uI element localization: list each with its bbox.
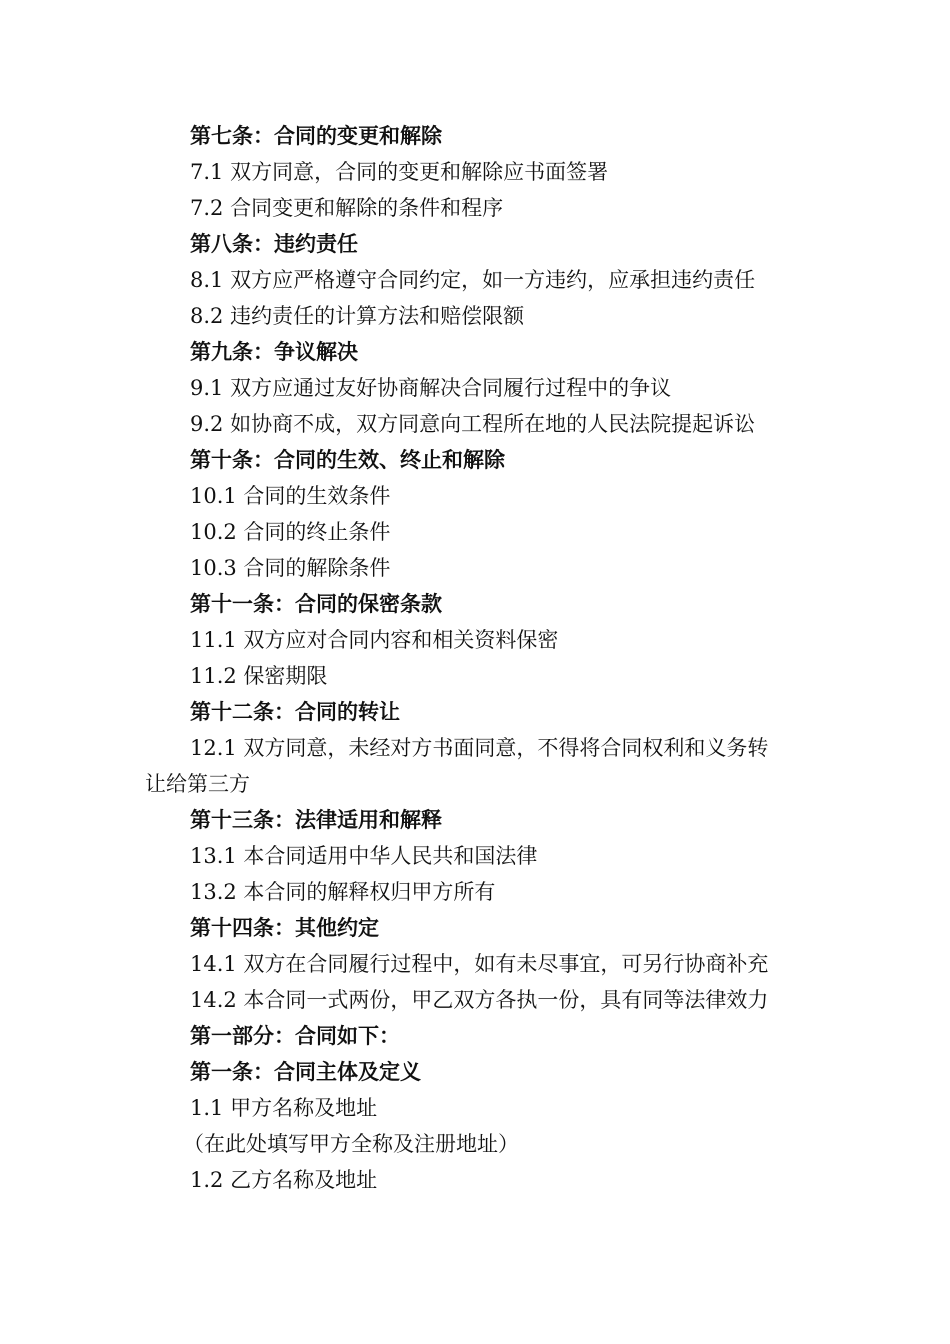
clause-12-1: 12.1 双方同意，未经对方书面同意，不得将合同权利和义务转 (190, 736, 769, 760)
party-a-fill-instruction: （在此处填写甲方全称及注册地址） (183, 1132, 519, 1156)
article-14-heading: 第十四条：其他约定 (190, 916, 379, 940)
article-13-heading: 第十三条：法律适用和解释 (190, 808, 442, 832)
part-1-heading: 第一部分：合同如下： (190, 1024, 400, 1048)
clause-1-1: 1.1 甲方名称及地址 (190, 1096, 378, 1120)
article-12-heading: 第十二条：合同的转让 (190, 700, 400, 724)
clause-10-1: 10.1 合同的生效条件 (190, 484, 391, 508)
clause-7-2: 7.2 合同变更和解除的条件和程序 (190, 196, 504, 220)
article-11-heading: 第十一条：合同的保密条款 (190, 592, 442, 616)
clause-10-2: 10.2 合同的终止条件 (190, 520, 391, 544)
clause-14-2: 14.2 本合同一式两份，甲乙双方各执一份，具有同等法律效力 (190, 988, 769, 1012)
document-body (145, 118, 813, 1198)
article-8-heading: 第八条：违约责任 (190, 232, 358, 256)
article-7-heading: 第七条：合同的变更和解除 (190, 124, 442, 148)
clause-13-2: 13.2 本合同的解释权归甲方所有 (190, 880, 496, 904)
clause-11-2: 11.2 保密期限 (190, 664, 328, 688)
article-10-heading: 第十条：合同的生效、终止和解除 (190, 448, 505, 472)
clause-7-1: 7.1 双方同意，合同的变更和解除应书面签署 (190, 160, 609, 184)
clause-10-3: 10.3 合同的解除条件 (190, 556, 391, 580)
article-9-heading: 第九条：争议解决 (190, 340, 358, 364)
clause-14-1: 14.1 双方在合同履行过程中，如有未尽事宜，可另行协商补充 (190, 952, 769, 976)
clause-8-1: 8.1 双方应严格遵守合同约定，如一方违约，应承担违约责任 (190, 268, 756, 292)
clause-8-2: 8.2 违约责任的计算方法和赔偿限额 (190, 304, 525, 328)
clause-1-2: 1.2 乙方名称及地址 (190, 1168, 378, 1192)
article-1-heading: 第一条：合同主体及定义 (190, 1060, 421, 1084)
clause-13-1: 13.1 本合同适用中华人民共和国法律 (190, 844, 538, 868)
clause-11-1: 11.1 双方应对合同内容和相关资料保密 (190, 628, 559, 652)
clause-9-1: 9.1 双方应通过友好协商解决合同履行过程中的争议 (190, 376, 672, 400)
clause-12-1-continuation: 让给第三方 (145, 772, 250, 796)
clause-9-2: 9.2 如协商不成，双方同意向工程所在地的人民法院提起诉讼 (190, 412, 756, 436)
